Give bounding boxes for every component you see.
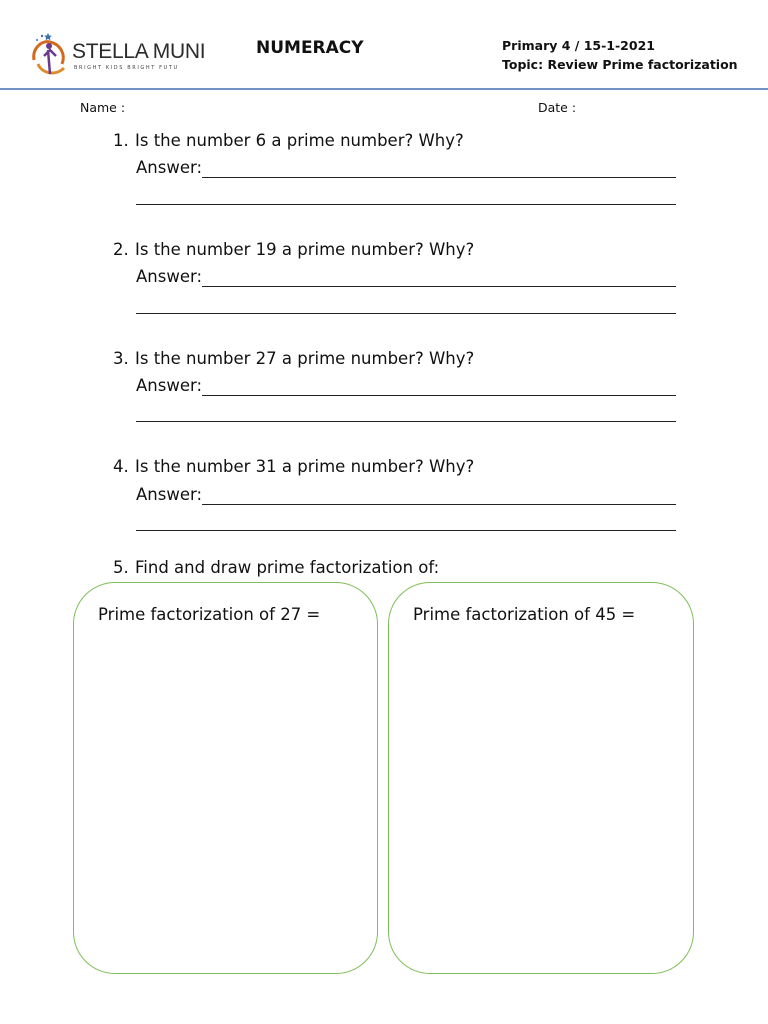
name-label: Name : (80, 100, 126, 115)
question-text: Is the number 19 a prime number? Why? (135, 240, 475, 259)
question-3 (113, 349, 474, 368)
box-label: Prime factorization of 27 = (98, 605, 321, 624)
question-number: 4. (113, 457, 129, 476)
answer-box-45[interactable] (388, 582, 694, 974)
question-text: Is the number 27 a prime number? Why? (135, 349, 475, 368)
answer-box-27[interactable] (73, 582, 378, 974)
class-date-text: Primary 4 / 15-1-2021 (502, 38, 655, 53)
box-label: Prime factorization of 45 = (413, 605, 636, 624)
date-label: Date : (538, 100, 577, 115)
answer-line[interactable] (136, 421, 676, 422)
answer-line[interactable] (202, 395, 676, 396)
question-2 (113, 240, 474, 259)
question-number: 5. (113, 558, 129, 577)
answer-line[interactable] (136, 204, 676, 205)
answer-label: Answer: (136, 376, 203, 395)
question-5 (113, 558, 439, 577)
page-title: NUMERACY (256, 38, 364, 58)
logo-tagline: BRIGHT KIDS BRIGHT FUTU (74, 65, 179, 71)
question-text: Is the number 6 a prime number? Why? (135, 131, 464, 150)
question-4 (113, 457, 474, 476)
school-logo (28, 30, 206, 80)
question-number: 3. (113, 349, 129, 368)
answer-label: Answer: (136, 158, 203, 177)
logo-emblem-icon (28, 30, 72, 80)
answer-line[interactable] (136, 530, 676, 531)
question-number: 2. (113, 240, 129, 259)
answer-label: Answer: (136, 485, 203, 504)
question-1 (113, 131, 464, 150)
question-text: Find and draw prime factorization of: (135, 558, 440, 577)
answer-line[interactable] (202, 504, 676, 505)
question-text: Is the number 31 a prime number? Why? (135, 457, 475, 476)
answer-label: Answer: (136, 267, 203, 286)
header-divider (0, 88, 768, 90)
answer-line[interactable] (202, 177, 676, 178)
answer-line[interactable] (136, 313, 676, 314)
logo-wordmark: STELLA MUNI (72, 40, 206, 63)
topic-text: Topic: Review Prime factorization (502, 57, 738, 72)
question-number: 1. (113, 131, 129, 150)
answer-line[interactable] (202, 286, 676, 287)
